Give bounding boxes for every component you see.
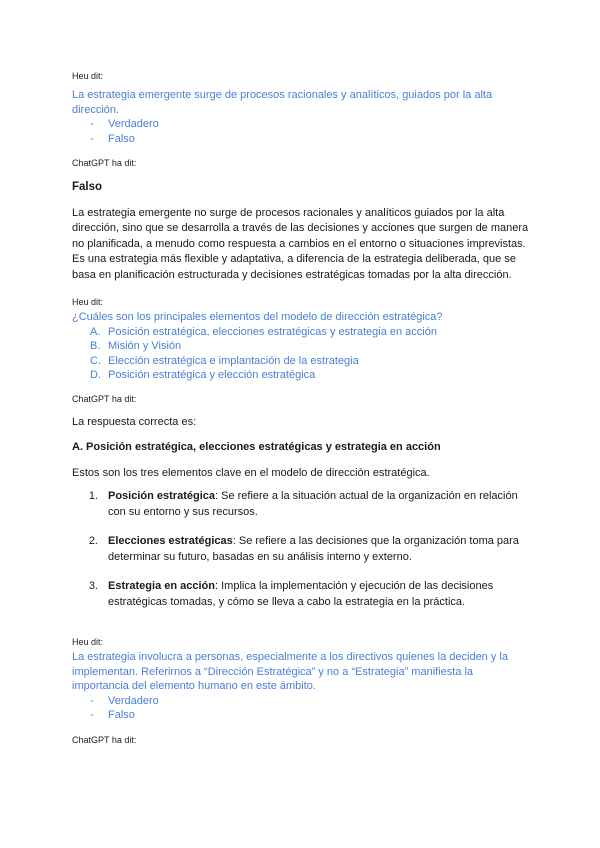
answer-intro: La respuesta correcta es: — [72, 415, 197, 428]
answer-title: Falso — [72, 181, 103, 193]
correct-answer: A. Posición estratégica, elecciones estratégicas y estrategia en acción — [72, 441, 441, 453]
user-label: Heu dit: — [72, 71, 104, 81]
option-text: Misión y Visión — [108, 340, 182, 352]
option-marker: A. — [90, 325, 101, 338]
list-number: 2. — [88, 535, 98, 547]
option-item — [72, 354, 532, 369]
assistant-label: ChatGPT ha dit: — [72, 393, 137, 404]
option-text: Verdadero — [108, 694, 159, 707]
list-number: 1. — [88, 490, 98, 502]
option-item — [72, 368, 532, 383]
question-text: La estrategia involucra a personas, especialmente a los directivos quienes la deciden y la implementan. Referirnos a “Dirección Estratégica” y no a “Estrategia” manifiesta la importancia del elemento humano en este ámbito. — [72, 651, 508, 692]
list-desc: : Implica la implementación y ejecución de las decisiones estratégicas tomadas, y cómo se lleva a cabo la estrategia en la práctica. — [108, 580, 494, 608]
option-marker: D. — [90, 369, 101, 381]
list-term: Estrategia en acción — [108, 580, 215, 592]
option-item — [72, 325, 532, 340]
question-text: ¿Cuáles son los principales elementos del modelo de dirección estratégica? — [72, 311, 443, 323]
list-number: 3. — [88, 580, 98, 592]
assistant-label: ChatGPT ha dit: — [72, 734, 137, 745]
question-text: La estrategia emergente surge de procesos racionales y analíticos, guiados por la alta dirección. — [72, 89, 493, 116]
answer-paragraph: La estrategia emergente no surge de procesos racionales y analíticos guiados por la alta dirección, sino que se desarrolla a través de las decisiones y acciones que surgen de manera no planificada, a menudo como respuesta a cambios en el entorno o situaciones imprevistas. Es una estrategia más flexible y adaptativa, a diferencia de la estrategia deliberada, que se basa en planificación estructurada y decisiones estratégicas tomadas por la alta dirección. — [72, 206, 529, 281]
option-item — [72, 117, 532, 132]
user-label: Heu dit: — [72, 297, 104, 307]
option-text: Verdadero — [108, 118, 159, 130]
list-term: Posición estratégica — [108, 490, 215, 502]
option-marker: - — [90, 118, 94, 130]
assistant-label: ChatGPT ha dit: — [72, 158, 137, 168]
list-desc: : Se refiere a la situación actual de la organización en relación con su entorno y sus recursos. — [108, 490, 518, 518]
list-item — [72, 489, 532, 520]
option-item — [72, 708, 532, 723]
answer-explanation: Estos son los tres elementos clave en el modelo de dirección estratégica. — [72, 466, 430, 479]
option-marker: C. — [90, 354, 101, 367]
option-text: Posición estratégica y elección estratégica — [108, 369, 316, 381]
option-text: Falso — [108, 132, 135, 145]
option-marker: B. — [90, 340, 101, 352]
option-text: Elección estratégica e implantación de la estrategia — [108, 354, 359, 367]
document-page — [72, 70, 532, 746]
option-list — [72, 117, 532, 146]
option-item — [72, 339, 532, 354]
option-marker: - — [90, 132, 94, 145]
option-marker: - — [90, 694, 94, 707]
option-list — [72, 325, 532, 383]
option-marker: - — [90, 709, 94, 721]
option-item — [72, 132, 532, 147]
option-list — [72, 694, 532, 723]
option-item — [72, 694, 532, 709]
list-desc: : Se refiere a las decisiones que la organización toma para determinar su futuro, basadas en su análisis interno y externo. — [108, 535, 519, 563]
list-term: Elecciones estratégicas — [108, 535, 233, 547]
element-list — [72, 489, 532, 610]
list-item — [72, 534, 532, 565]
option-text: Posición estratégica, elecciones estratégicas y estrategia en acción — [108, 325, 437, 338]
option-text: Falso — [108, 709, 135, 721]
list-item — [72, 579, 532, 610]
user-label: Heu dit: — [72, 637, 104, 647]
